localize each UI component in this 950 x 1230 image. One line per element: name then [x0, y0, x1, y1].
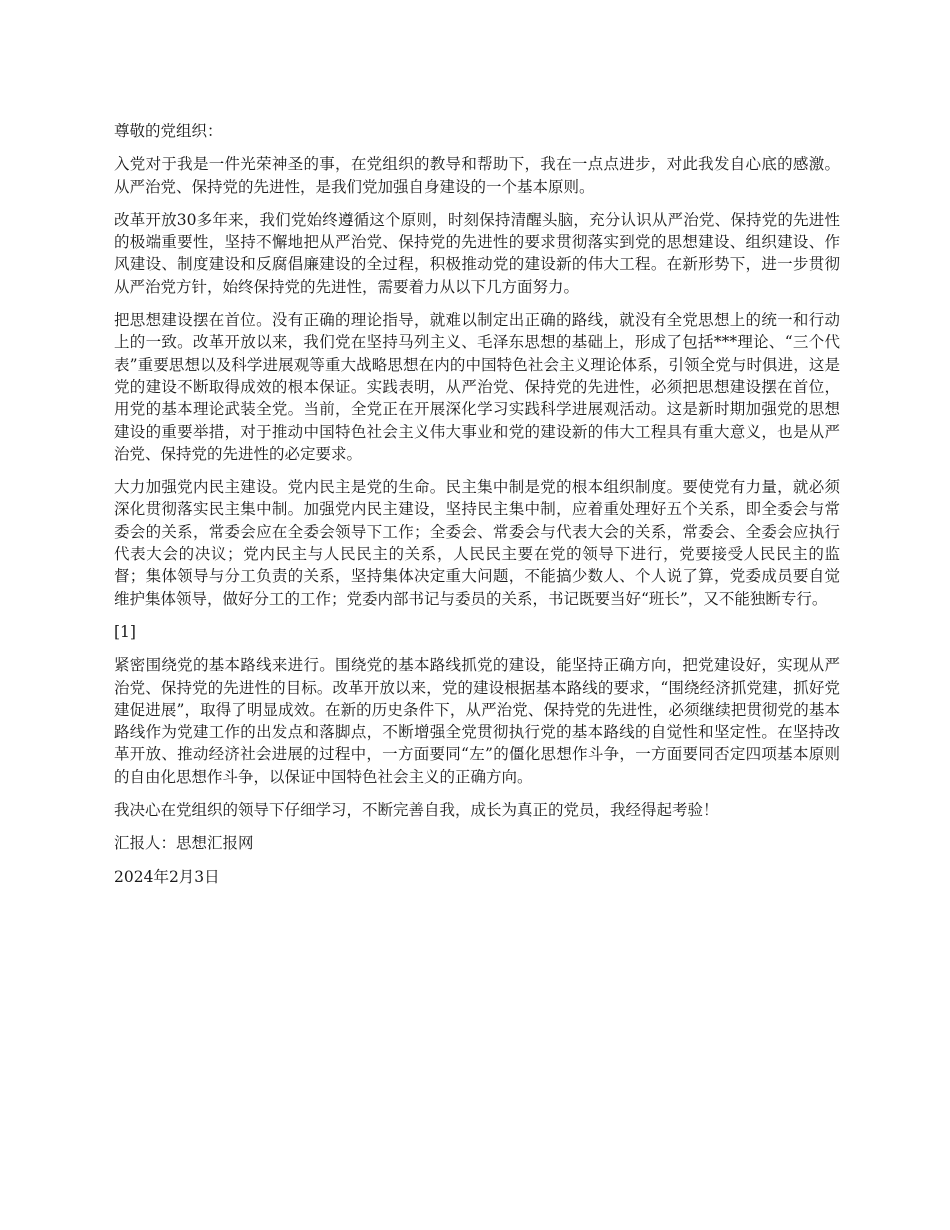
paragraph-basic-line: 紧密围绕党的基本路线来进行。围绕党的基本路线抓党的建设，能坚持正确方向，把党建设好，实现从严治党、保持党的先进性的目标。改革开放以来，党的建设根据基本路线的要求，“围绕经济抓党建，抓好党建促进展”，取得了明显成效。在新的历史条件下，从严治党、保持党的先进性，必须继续把贯彻党的基本路线作为党建工作的出发点和落脚点，不断增强全党贯彻执行党的基本路线的自觉性和坚定性。在坚持改革开放、推动经济社会进展的过程中，一方面要同“左”的僵化思想作斗争，一方面要同否定四项基本原则的自由化思想作斗争，以保证中国特色社会主义的正确方向。 — [114, 656, 840, 786]
document-body — [114, 120, 840, 899]
paragraph-resolve: 我决心在党组织的领导下仔细学习，不断完善自我，成长为真正的党员，我经得起考验！ — [114, 801, 719, 820]
salutation: 尊敬的党组织： — [114, 122, 223, 140]
footnote-marker: [1] — [114, 622, 136, 641]
signature: 汇报人：思想汇报网 — [114, 834, 254, 853]
paragraph-intro: 入党对于我是一件光荣神圣的事，在党组织的教导和帮助下，我在一点点进步，对此我发自心底的感激。从严治党、保持党的先进性，是我们党加强自身建设的一个基本原则。 — [114, 155, 840, 196]
paragraph-democracy: 大力加强党内民主建设。党内民主是党的生命。民主集中制是党的根本组织制度。要使党有力量，就必须深化贯彻落实民主集中制。加强党内民主建设，坚持民主集中制，应着重处理好五个关系，即全委会与常委会的关系，常委会应在全委会领导下工作；全委会、常委会与代表大会的关系，常委会、全委会应执行代表大会的决议；党内民主与人民民主的关系，人民民主要在党的领导下进行，党要接受人民民主的监督；集体领导与分工负责的关系，坚持集体决定重大问题，不能搞少数人、个人说了算，党委成员要自觉维护集体领导，做好分工的工作；党委内部书记与委员的关系，书记既要当好“班长”，又不能独断专行。 — [114, 478, 840, 608]
paragraph-ideology: 把思想建设摆在首位。没有正确的理论指导，就难以制定出正确的路线，就没有全党思想上的统一和行动上的一致。改革开放以来，我们党在坚持马列主义、毛泽东思想的基础上，形成了包括***理论、“三个代表”重要思想以及科学进展观等重大战略思想在内的中国特色社会主义理论体系，引领全党与时俱进，这是党的建设不断取得成效的根本保证。实践表明，从严治党、保持党的先进性，必须把思想建设摆在首位，用党的基本理论武装全党。当前，全党正在开展深化学习实践科学进展观活动。这是新时期加强党的思想建设的重要举措，对于推动中国特色社会主义伟大事业和党的建设新的伟大工程具有重大意义，也是从严治党、保持党的先进性的必定要求。 — [114, 311, 840, 463]
date: 2024年2月3日 — [114, 867, 220, 886]
paragraph-reform: 改革开放30多年来，我们党始终遵循这个原则，时刻保持清醒头脑，充分认识从严治党、保持党的先进性的极端重要性，坚持不懈地把从严治党、保持党的先进性的要求贯彻落实到党的思想建设、组织建设、作风建设、制度建设和反腐倡廉建设的全过程，积极推动党的建设新的伟大工程。在新形势下，进一步贯彻从严治党方针，始终保持党的先进性，需要着力从以下几方面努力。 — [114, 210, 840, 296]
